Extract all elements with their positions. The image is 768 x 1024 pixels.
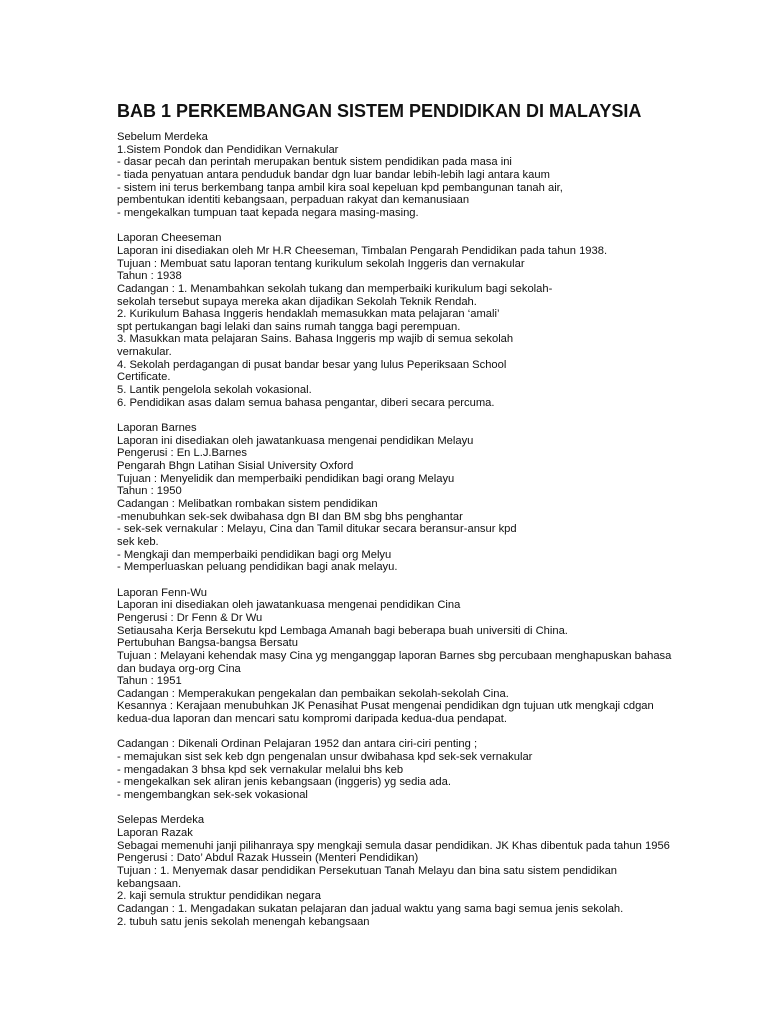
document-line: - tiada penyatuan antara penduduk bandar dgn luar bandar lebih-lebih lagi antara kaum bbox=[117, 168, 550, 181]
document-line: - mengembangkan sek-sek vokasional bbox=[117, 789, 308, 802]
document-line: 2. Kurikulum Bahasa Inggeris hendaklah memasukkan mata pelajaran ‘amali’ bbox=[117, 308, 500, 321]
document-line: Tahun : 1951 bbox=[117, 675, 182, 688]
document-line: Laporan Cheeseman bbox=[117, 232, 222, 245]
document-line: Cadangan : Memperakukan pengekalan dan pembaikan sekolah-sekolah Cina. bbox=[117, 687, 509, 700]
document-line: - sek-sek vernakular : Melayu, Cina dan Tamil ditukar secara beransur-ansur kpd bbox=[117, 523, 517, 536]
document-line: Laporan ini disediakan oleh jawatankuasa mengenai pendidikan Melayu bbox=[117, 434, 474, 447]
document-line: 2. kaji semula struktur pendidikan negara bbox=[117, 890, 321, 903]
document-line: 6. Pendidikan asas dalam semua bahasa pengantar, diberi secara percuma. bbox=[117, 396, 495, 409]
document-line: 5. Lantik pengelola sekolah vokasional. bbox=[117, 384, 312, 397]
document-line: Tujuan : 1. Menyemak dasar pendidikan Persekutuan Tanah Melayu dan bina satu sistem pendidikan bbox=[117, 864, 618, 877]
document-line: Cadangan : 1. Mengadakan sukatan pelajaran dan jadual waktu yang sama bagi semua jenis sekolah. bbox=[117, 902, 624, 915]
document-line: Sebagai memenuhi janji pilihanraya spy mengkaji semula dasar pendidikan. JK Khas dibentuk pada tahun 1956 bbox=[117, 839, 670, 852]
blank-line bbox=[117, 726, 747, 739]
document-body bbox=[117, 131, 747, 928]
document-line: Kesannya : Kerajaan menubuhkan JK Penasihat Pusat mengenai pendidikan dgn tujuan utk mengkaji cdgan bbox=[117, 700, 654, 713]
document-line: Tujuan : Membuat satu laporan tentang kurikulum sekolah Inggeris dan vernakular bbox=[117, 257, 525, 270]
document-line: Setiausaha Kerja Bersekutu kpd Lembaga Amanah bagi beberapa buah universiti di China. bbox=[117, 624, 568, 637]
document-line: Pertubuhan Bangsa-bangsa Bersatu bbox=[117, 637, 298, 650]
blank-line bbox=[117, 802, 747, 815]
document-line: - memajukan sist sek keb dgn pengenalan unsur dwibahasa kpd sek-sek vernakular bbox=[117, 751, 533, 764]
blank-line bbox=[117, 220, 747, 233]
document-title: BAB 1 PERKEMBANGAN SISTEM PENDIDIKAN DI MALAYSIA bbox=[117, 101, 642, 121]
document-line: - mengadakan 3 bhsa kpd sek vernakular melalui bhs keb bbox=[117, 763, 404, 776]
blank-line bbox=[117, 409, 747, 422]
document-line: Selepas Merdeka bbox=[117, 814, 205, 827]
document-line: - Mengkaji dan memperbaiki pendidikan bagi org Melyu bbox=[117, 548, 392, 561]
document-line: Laporan Barnes bbox=[117, 422, 197, 435]
document-line: Cadangan : Dikenali Ordinan Pelajaran 1952 dan antara ciri-ciri penting ; bbox=[117, 738, 478, 751]
document-line: Sebelum Merdeka bbox=[117, 131, 208, 143]
document-line: Tahun : 1950 bbox=[117, 485, 182, 498]
document-line: Laporan Razak bbox=[117, 827, 193, 840]
document-line: dan budaya org-org Cina bbox=[117, 662, 241, 675]
document-line: kedua-dua laporan dan mencari satu kompromi daripada kedua-dua pendapat. bbox=[117, 713, 507, 726]
document-line: Tujuan : Melayani kehendak masy Cina yg menganggap laporan Barnes sbg percubaan menghapuskan bahasa bbox=[117, 649, 672, 662]
document-line: sek keb. bbox=[117, 535, 159, 548]
document-line: Pengerusi : Dato’ Abdul Razak Hussein (Menteri Pendidikan) bbox=[117, 852, 419, 865]
document-line: -menubuhkan sek-sek dwibahasa dgn BI dan BM sbg bhs penghantar bbox=[117, 510, 463, 523]
document-line: vernakular. bbox=[117, 346, 172, 359]
document-line: Cadangan : Melibatkan rombakan sistem pendidikan bbox=[117, 498, 378, 510]
document-line: - mengekalkan sek aliran jenis kebangsaan (inggeris) yg sedia ada. bbox=[117, 776, 451, 789]
document-line: Certificate. bbox=[117, 371, 171, 384]
document-page bbox=[117, 100, 747, 928]
document-line: - mengekalkan tumpuan taat kepada negara masing-masing. bbox=[117, 206, 419, 219]
document-line: spt pertukangan bagi lelaki dan sains rumah tangga bagi perempuan. bbox=[117, 320, 461, 333]
document-line: Tujuan : Menyelidik dan memperbaiki pendidikan bagi orang Melayu bbox=[117, 472, 455, 485]
document-line: kebangsaan. bbox=[117, 877, 182, 890]
document-line: - Memperluaskan peluang pendidikan bagi anak melayu. bbox=[117, 561, 398, 574]
document-line: Laporan ini disediakan oleh jawatankuasa mengenai pendidikan Cina bbox=[117, 599, 461, 612]
document-line: 3. Masukkan mata pelajaran Sains. Bahasa Inggeris mp wajib di semua sekolah bbox=[117, 333, 514, 346]
document-line: Laporan ini disediakan oleh Mr H.R Cheeseman, Timbalan Pengarah Pendidikan pada tahun 1938. bbox=[117, 244, 608, 257]
document-line: 2. tubuh satu jenis sekolah menengah kebangsaan bbox=[117, 915, 370, 928]
document-line: 4. Sekolah perdagangan di pusat bandar besar yang lulus Peperiksaan School bbox=[117, 358, 507, 371]
blank-line bbox=[117, 574, 747, 587]
document-line: 1.Sistem Pondok dan Pendidikan Vernakular bbox=[117, 143, 339, 156]
document-line: - dasar pecah dan perintah merupakan bentuk sistem pendidikan pada masa ini bbox=[117, 156, 512, 169]
document-line: Pengerusi : Dr Fenn & Dr Wu bbox=[117, 611, 263, 624]
document-line: sekolah tersebut supaya mereka akan dijadikan Sekolah Teknik Rendah. bbox=[117, 295, 477, 308]
document-line: Pengarah Bhgn Latihan Sisial University Oxford bbox=[117, 460, 354, 473]
document-line: - sistem ini terus berkembang tanpa ambil kira soal kepeluan kpd pembangunan tanah air, bbox=[117, 181, 563, 194]
document-line: Laporan Fenn-Wu bbox=[117, 586, 207, 599]
document-line: pembentukan identiti kebangsaan, perpaduan rakyat dan kemanusiaan bbox=[117, 194, 470, 207]
document-line: Tahun : 1938 bbox=[117, 270, 182, 283]
document-line: Cadangan : 1. Menambahkan sekolah tukang dan memperbaiki kurikulum bagi sekolah- bbox=[117, 282, 553, 295]
document-line: Pengerusi : En L.J.Barnes bbox=[117, 447, 247, 460]
